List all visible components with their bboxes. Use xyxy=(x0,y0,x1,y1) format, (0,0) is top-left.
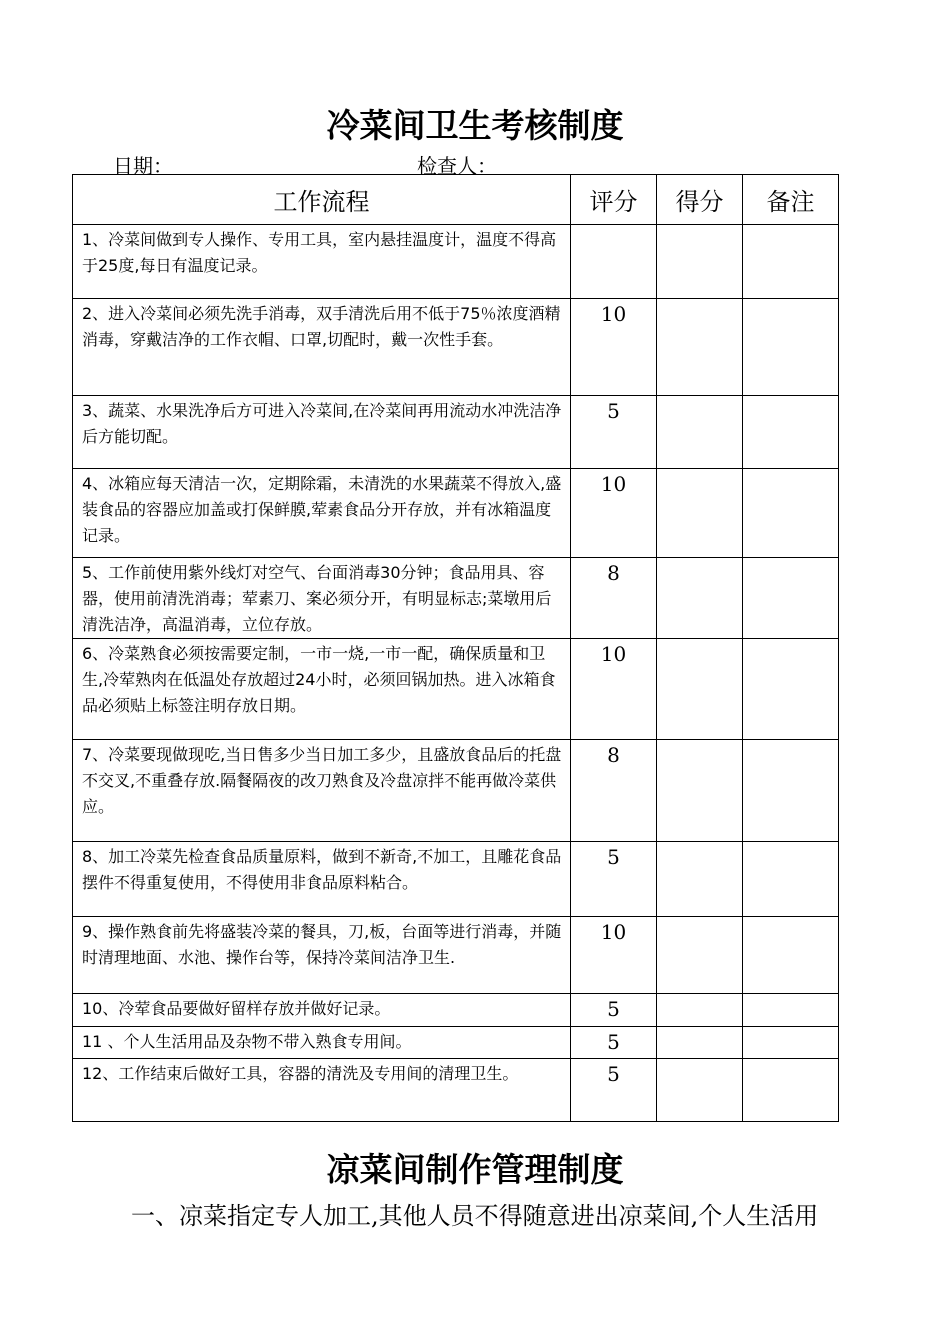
process-cell: 3、蔬菜、水果洗净后方可进入冷菜间,在冷菜间再用流动水冲洗洁净后方能切配。 xyxy=(73,396,571,469)
process-cell: 11 、个人生活用品及杂物不带入熟食专用间。 xyxy=(73,1027,571,1059)
remarks-cell[interactable] xyxy=(743,225,839,299)
table-row xyxy=(73,225,839,299)
process-cell: 4、冰箱应每天清洁一次，定期除霜，未清洗的水果蔬菜不得放入,盛装食品的容器应加盖或打保鲜膜,荤素食品分开存放，并有冰箱温度记录。 xyxy=(73,469,571,558)
table-row xyxy=(73,994,839,1027)
process-cell: 12、工作结束后做好工具，容器的清洗及专用间的清理卫生。 xyxy=(73,1059,571,1122)
process-cell: 5、工作前使用紫外线灯对空气、台面消毒30分钟；食品用具、容器，使用前清洗消毒；荤素刀、案必须分开，有明显标志;菜墩用后清洗洁净，高温消毒，立位存放。 xyxy=(73,558,571,639)
process-cell: 9、操作熟食前先将盛装冷菜的餐具，刀,板，台面等进行消毒，并随时清理地面、水池、操作台等，保持冷菜间洁净卫生. xyxy=(73,917,571,994)
remarks-cell[interactable] xyxy=(743,1059,839,1122)
score-cell[interactable] xyxy=(657,299,743,396)
remarks-cell[interactable] xyxy=(743,994,839,1027)
rating-cell: 8 xyxy=(571,558,657,639)
process-cell: 8、加工冷菜先检查食品质量原料，做到不新奇,不加工，且雕花食品摆件不得重复使用，不得使用非食品原料粘合。 xyxy=(73,842,571,917)
inspector-label: 检查人： xyxy=(417,154,497,178)
score-cell[interactable] xyxy=(657,639,743,740)
table-header-row xyxy=(73,175,839,225)
remarks-cell[interactable] xyxy=(743,396,839,469)
rating-cell: 5 xyxy=(571,1059,657,1122)
rating-cell: 5 xyxy=(571,1027,657,1059)
table-row xyxy=(73,842,839,917)
process-cell: 2、进入冷菜间必须先洗手消毒，双手清洗后用不低于75％浓度酒精消毒，穿戴洁净的工作衣帽、口罩,切配时，戴一次性手套。 xyxy=(73,299,571,396)
section-paragraph: 一、凉菜指定专人加工,其他人员不得随意进出凉菜间,个人生活用 xyxy=(131,1202,819,1230)
rating-cell: 5 xyxy=(571,842,657,917)
score-cell[interactable] xyxy=(657,396,743,469)
header-score: 得分 xyxy=(657,175,743,225)
table-row xyxy=(73,639,839,740)
rating-cell xyxy=(571,225,657,299)
process-cell: 6、冷菜熟食必须按需要定制，一市一烧,一市一配，确保质量和卫生,冷荤熟肉在低温处存放超过24小时，必须回锅加热。进入冰箱食品必须贴上标签注明存放日期。 xyxy=(73,639,571,740)
score-cell[interactable] xyxy=(657,740,743,842)
rating-cell: 10 xyxy=(571,469,657,558)
rating-cell: 10 xyxy=(571,639,657,740)
header-process: 工作流程 xyxy=(73,175,571,225)
rating-cell: 5 xyxy=(571,994,657,1027)
page-title: 冷菜间卫生考核制度 xyxy=(326,106,624,145)
table-row xyxy=(73,469,839,558)
remarks-cell[interactable] xyxy=(743,639,839,740)
table-row xyxy=(73,558,839,639)
score-cell[interactable] xyxy=(657,558,743,639)
rating-cell: 10 xyxy=(571,299,657,396)
score-cell[interactable] xyxy=(657,469,743,558)
score-cell[interactable] xyxy=(657,225,743,299)
rating-cell: 8 xyxy=(571,740,657,842)
score-cell[interactable] xyxy=(657,1027,743,1059)
section-title: 凉菜间制作管理制度 xyxy=(326,1150,624,1189)
table-row xyxy=(73,1059,839,1122)
rating-cell: 10 xyxy=(571,917,657,994)
remarks-cell[interactable] xyxy=(743,299,839,396)
remarks-cell[interactable] xyxy=(743,740,839,842)
rating-cell: 5 xyxy=(571,396,657,469)
table-row xyxy=(73,917,839,994)
table-row xyxy=(73,740,839,842)
remarks-cell[interactable] xyxy=(743,1027,839,1059)
table-row xyxy=(73,299,839,396)
score-cell[interactable] xyxy=(657,1059,743,1122)
inspection-table xyxy=(72,174,839,1122)
date-label: 日期： xyxy=(113,154,173,178)
header-rating: 评分 xyxy=(571,175,657,225)
process-cell: 1、冷菜间做到专人操作、专用工具，室内悬挂温度计，温度不得高于25度,每日有温度记录。 xyxy=(73,225,571,299)
score-cell[interactable] xyxy=(657,994,743,1027)
table-row xyxy=(73,396,839,469)
remarks-cell[interactable] xyxy=(743,469,839,558)
table-row xyxy=(73,1027,839,1059)
score-cell[interactable] xyxy=(657,842,743,917)
score-cell[interactable] xyxy=(657,917,743,994)
remarks-cell[interactable] xyxy=(743,917,839,994)
remarks-cell[interactable] xyxy=(743,842,839,917)
process-cell: 10、冷荤食品要做好留样存放并做好记录。 xyxy=(73,994,571,1027)
remarks-cell[interactable] xyxy=(743,558,839,639)
header-remarks: 备注 xyxy=(743,175,839,225)
process-cell: 7、冷菜要现做现吃,当日售多少当日加工多少，且盛放食品后的托盘不交叉,不重叠存放.隔餐隔夜的改刀熟食及冷盘凉拌不能再做冷菜供应。 xyxy=(73,740,571,842)
